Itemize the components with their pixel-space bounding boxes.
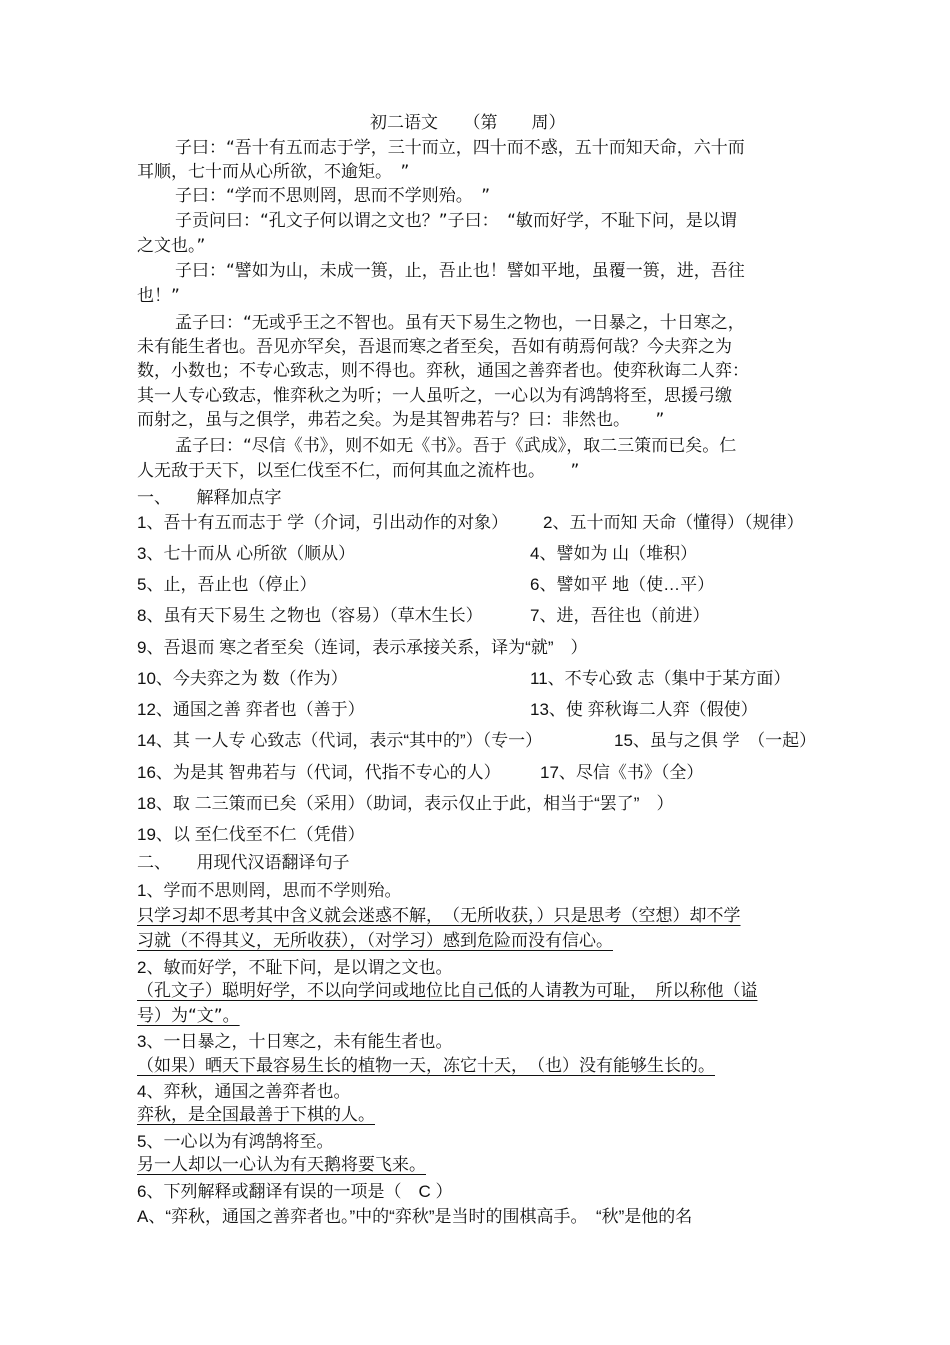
list-item: 4、譬如为 山（堆积） [530,544,698,563]
list-item: 16、为是其 智弗若与（代词，代指不专心的人） [137,763,501,782]
section-heading: 一、 解释加点字 [137,488,282,508]
answer-line: 习就（不得其义，无所收获），（对学习）感到危险而没有信心。 [137,931,613,951]
passage-line: 其一人专心致志，惟弈秋之为听；一人虽听之，一心以为有鸿鹄将至，思援弓缴 [137,386,732,406]
passage-line: 之文也。” [137,236,206,256]
passage-line: 子贡问曰：“孔文子何以谓之文也？”子曰： “敏而好学，不耻下问，是以谓 [175,211,737,231]
question: 1、学而不思则罔，思而不学则殆。 [137,881,402,900]
passage-line: 子曰：“学而不思则罔，思而不学则殆。 ” [175,186,491,206]
passage-line: 也！” [137,286,180,306]
passage-line: 而射之，虽与之俱学，弗若之矣。为是其智弗若与？曰：非然也。 ” [137,410,665,430]
question: 2、敏而好学，不耻下问，是以谓之文也。 [137,958,453,977]
list-item: 17、尽信《书》（全） [540,763,704,782]
list-item: 12、通国之善 弈者也（善于） [137,700,365,719]
answer-line: （孔文子）聪明好学，不以向学问或地位比自己低的人请教为可耻， 所以称他（谥 [137,981,758,1001]
answer-line: （如果）晒天下最容易生长的植物一天，冻它十天， （也）没有能够生长的。 [137,1056,715,1076]
answer-line: 弈秋，是全国最善于下棋的人。 [137,1105,375,1125]
list-item: 3、七十而从 心所欲（顺从） [137,544,356,563]
passage-line: 未有能生者也。吾见亦罕矣，吾退而寒之者至矣，吾如有萌焉何哉？今夫弈之为 [137,337,732,357]
list-item: 10、今夫弈之为 数（作为） [137,669,348,688]
passage-line: 人无敌于天下，以至仁伐至不仁，而何其血之流杵也。 ” [137,461,580,481]
list-item: 1、吾十有五而志于 学（介词，引出动作的对象） [137,513,509,532]
question: 5、一心以为有鸿鹄将至。 [137,1132,334,1151]
list-item: 18、取 二三策而已矣（采用）（助词，表示仅止于此，相当于“罢了” ） [137,794,674,813]
passage-line: 孟子曰：“无或乎王之不智也。虽有天下易生之物也，一日暴之，十日寒之， [175,313,745,333]
list-item: 19、以 至仁伐至不仁（凭借） [137,825,365,844]
passage-line: 耳顺，七十而从心所欲，不逾矩。 ” [137,162,410,182]
list-item: 9、吾退而 寒之者至矣（连词，表示承接关系，译为“就” ） [137,638,588,657]
question: 6、下列解释或翻译有误的一项是（ C ） [137,1182,453,1201]
option-a: A、“弈秋，通国之善弈者也。”中的“弈秋”是当时的围棋高手。 “秋”是他的名 [137,1207,693,1226]
list-item: 8、虽有天下易生 之物也（容易）（草木生长） [137,606,483,625]
passage-line: 子曰：“譬如为山，未成一篑，止，吾止也！譬如平地，虽覆一篑，进，吾往 [175,261,745,281]
passage-line: 子曰：“吾十有五而志于学，三十而立，四十而不惑，五十而知天命，六十而 [175,138,745,158]
page-title: 初二语文 （第 周） [370,113,566,133]
question: 3、一日暴之，十日寒之，未有能生者也。 [137,1032,453,1051]
list-item: 14、其 一人专 心致志（代词，表示“其中的”）（专一） [137,731,543,750]
list-item: 6、譬如平 地（使…平） [530,575,715,594]
answer-line: 只学习却不思考其中含义就会迷惑不解， （无所收获，）只是思考（空想）却不学 [137,906,741,926]
answer-line: 另一人却以一心认为有天鹅将要飞来。 [137,1155,426,1175]
section-heading: 二、 用现代汉语翻译句子 [137,853,350,873]
list-item: 2、五十而知 天命（懂得）（规律） [543,513,804,532]
question: 4、弈秋，通国之善弈者也。 [137,1082,351,1101]
passage-line: 孟子曰：“尽信《书》，则不如无《书》。吾于《武成》，取二三策而已矣。仁 [175,436,737,456]
list-item: 11、不专心致 志（集中于某方面） [530,669,791,688]
list-item: 5、止，吾止也（停止） [137,575,317,594]
passage-line: 数，小数也；不专心致志，则不得也。弈秋，通国之善弈者也。使弈秋诲二人弈： [137,361,749,381]
answer-line: 号）为“文”。 [137,1006,240,1026]
list-item: 13、使 弈秋诲二人弈（假使） [530,700,758,719]
list-item: 15、虽与之俱 学 （一起） [614,731,817,750]
list-item: 7、进，吾往也（前进） [530,606,710,625]
